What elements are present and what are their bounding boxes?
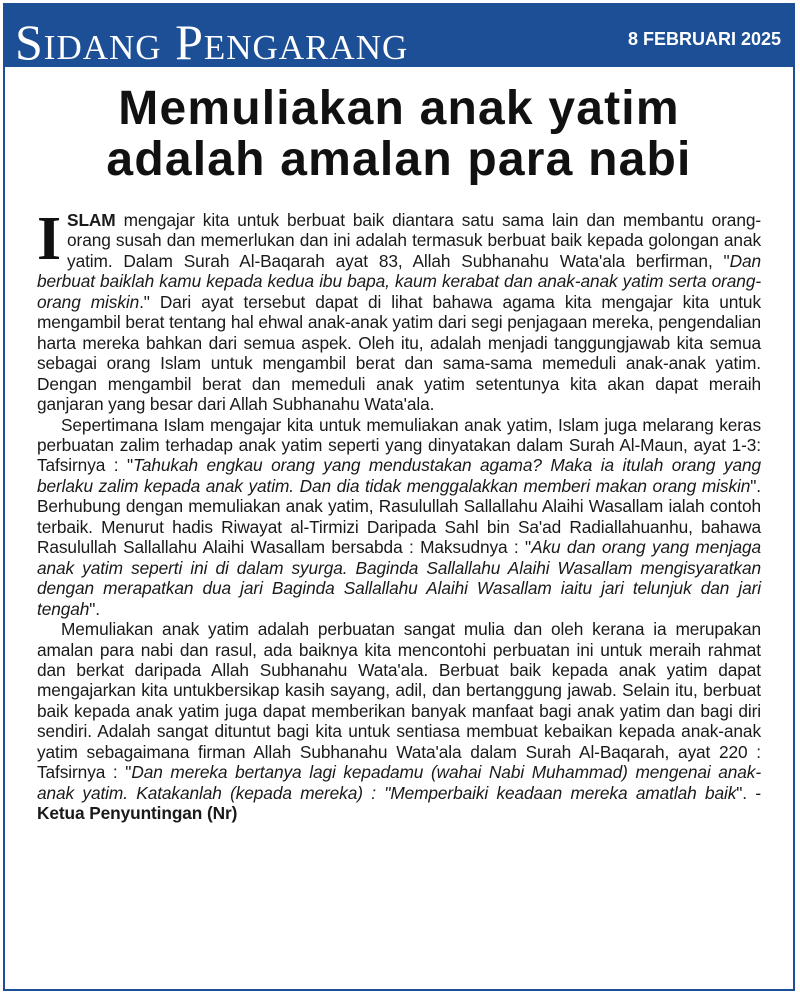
paragraph-text: ." Dari ayat tersebut dapat di lihat bahawa agama kita mengajar kita untuk mengambil berat tentang hal ehwal anak-anak yatim dari segi penjagaan mereka, pengendalian harta mereka bahkan dari semua aspek. Oleh itu, adalah menjadi tanggungjawab kita semua sebagai orang Islam untuk mengambil berat dan sama-sama memeduli anak-anak yatim. Dengan mengambil berat dan memeduli anak yatim setentunya kita akan dapat meraih ganjaran yang besar dari Allah Subhanahu Wata'ala. xyxy=(37,291,761,415)
drop-cap: I xyxy=(37,205,62,273)
quote-text: Dan berbuat baiklah kamu kepada kedua ibu bapa, kaum kerabat dan anak-anak yatim serta orang-orang miskin xyxy=(37,250,761,312)
masthead-bar xyxy=(5,5,793,70)
masthead-title: Sidang Pengarang xyxy=(15,14,409,70)
lead-word: SLAM xyxy=(67,210,116,230)
paragraph-text: ". xyxy=(89,598,101,619)
paragraph-2 xyxy=(37,415,761,620)
paragraph-text: mengajar kita untuk berbuat baik diantara satu sama lain dan membantu orang-orang susah dan memerlukan dan ini adalah termasuk berbuat baik kepada golongan anak yatim. Dalam Surah Al-Baqarah ayat 83, Allah Subhanahu Wata'ala berfirman, " xyxy=(67,210,761,271)
paragraph-text: ". Berhubung dengan memuliakan anak yatim, Rasulullah Sallallahu Alaihi Wasallam ialah contoh terbaik. Menurut hadis Riwayat al-Tirmizi Daripada Sahl bin Sa'ad Radiallahuanhu, bahawa Rasulullah Sallallahu Alaihi Wasallam bersabda : Maksudnya : " xyxy=(37,475,761,558)
quote-text: Aku dan orang yang menjaga anak yatim seperti ini di dalam syurga. Baginda Sallallahu Alaihi Wasallam mengisyaratkan dengan merapatkan dua jari Baginda Sallallahu Alaihi Wasallam iaitu jari telunjuk dan jari tengah xyxy=(37,537,761,619)
paragraph-3 xyxy=(37,619,761,824)
quote-text: Dan mereka bertanya lagi kepadamu (wahai Nabi Muhammad) mengenai anak-anak yatim. Katakanlah (kepada mereka) : "Memperbaiki keadaan mereka amatlah baik xyxy=(37,762,762,803)
headline xyxy=(5,83,793,185)
page-frame xyxy=(3,3,795,991)
headline-line-1: Memuliakan anak yatim xyxy=(118,82,680,135)
publication-date: 8 FEBRUARI 2025 xyxy=(627,29,781,49)
paragraph-text: Sepertimana Islam mengajar kita untuk memuliakan anak yatim, Islam juga melarang keras perbuatan zalim terhadap anak yatim seperti yang dinyatakan dalam Surah Al-Maun, ayat 1-3: Tafsirnya : " xyxy=(37,414,761,476)
quote-text: Tahukah engkau orang yang mendustakan agama? Maka ia itulah orang yang berlaku zalim kepada anak yatim. Dan dia tidak menggalakkan memberi makan orang miskin xyxy=(37,455,761,496)
headline-line-2: adalah amalan para nabi xyxy=(106,133,692,186)
paragraph-1 xyxy=(37,205,761,415)
paragraph-text: ". - xyxy=(736,782,762,803)
article-body xyxy=(37,205,762,824)
paragraph-text: Memuliakan anak yatim adalah perbuatan sangat mulia dan oleh kerana ia merupakan amalan para nabi dan rasul, ada baiknya kita mencontohi perbuatan ini untuk meraih rahmat dan berkat daripada Allah Subhanahu Wata'ala. Berbuat baik kepada anak yatim dapat mengajarkan kita untukbersikap kasih sayang, adil, dan bertanggung jawab. Selain itu, berbuat baik kepada anak yatim juga dapat memberikan banyak manfaat bagi anak yatim dan bagi diri sendiri. Adalah sangat dituntut bagi kita untuk sentiasa membuat kebaikan kepada anak-anak yatim sebagaimana firman Allah Subhanahu Wata'ala dalam Surah Al-Baqarah, ayat 220 : Tafsirnya : " xyxy=(37,619,761,783)
author-signature: Ketua Penyuntingan (Nr) xyxy=(37,803,238,824)
